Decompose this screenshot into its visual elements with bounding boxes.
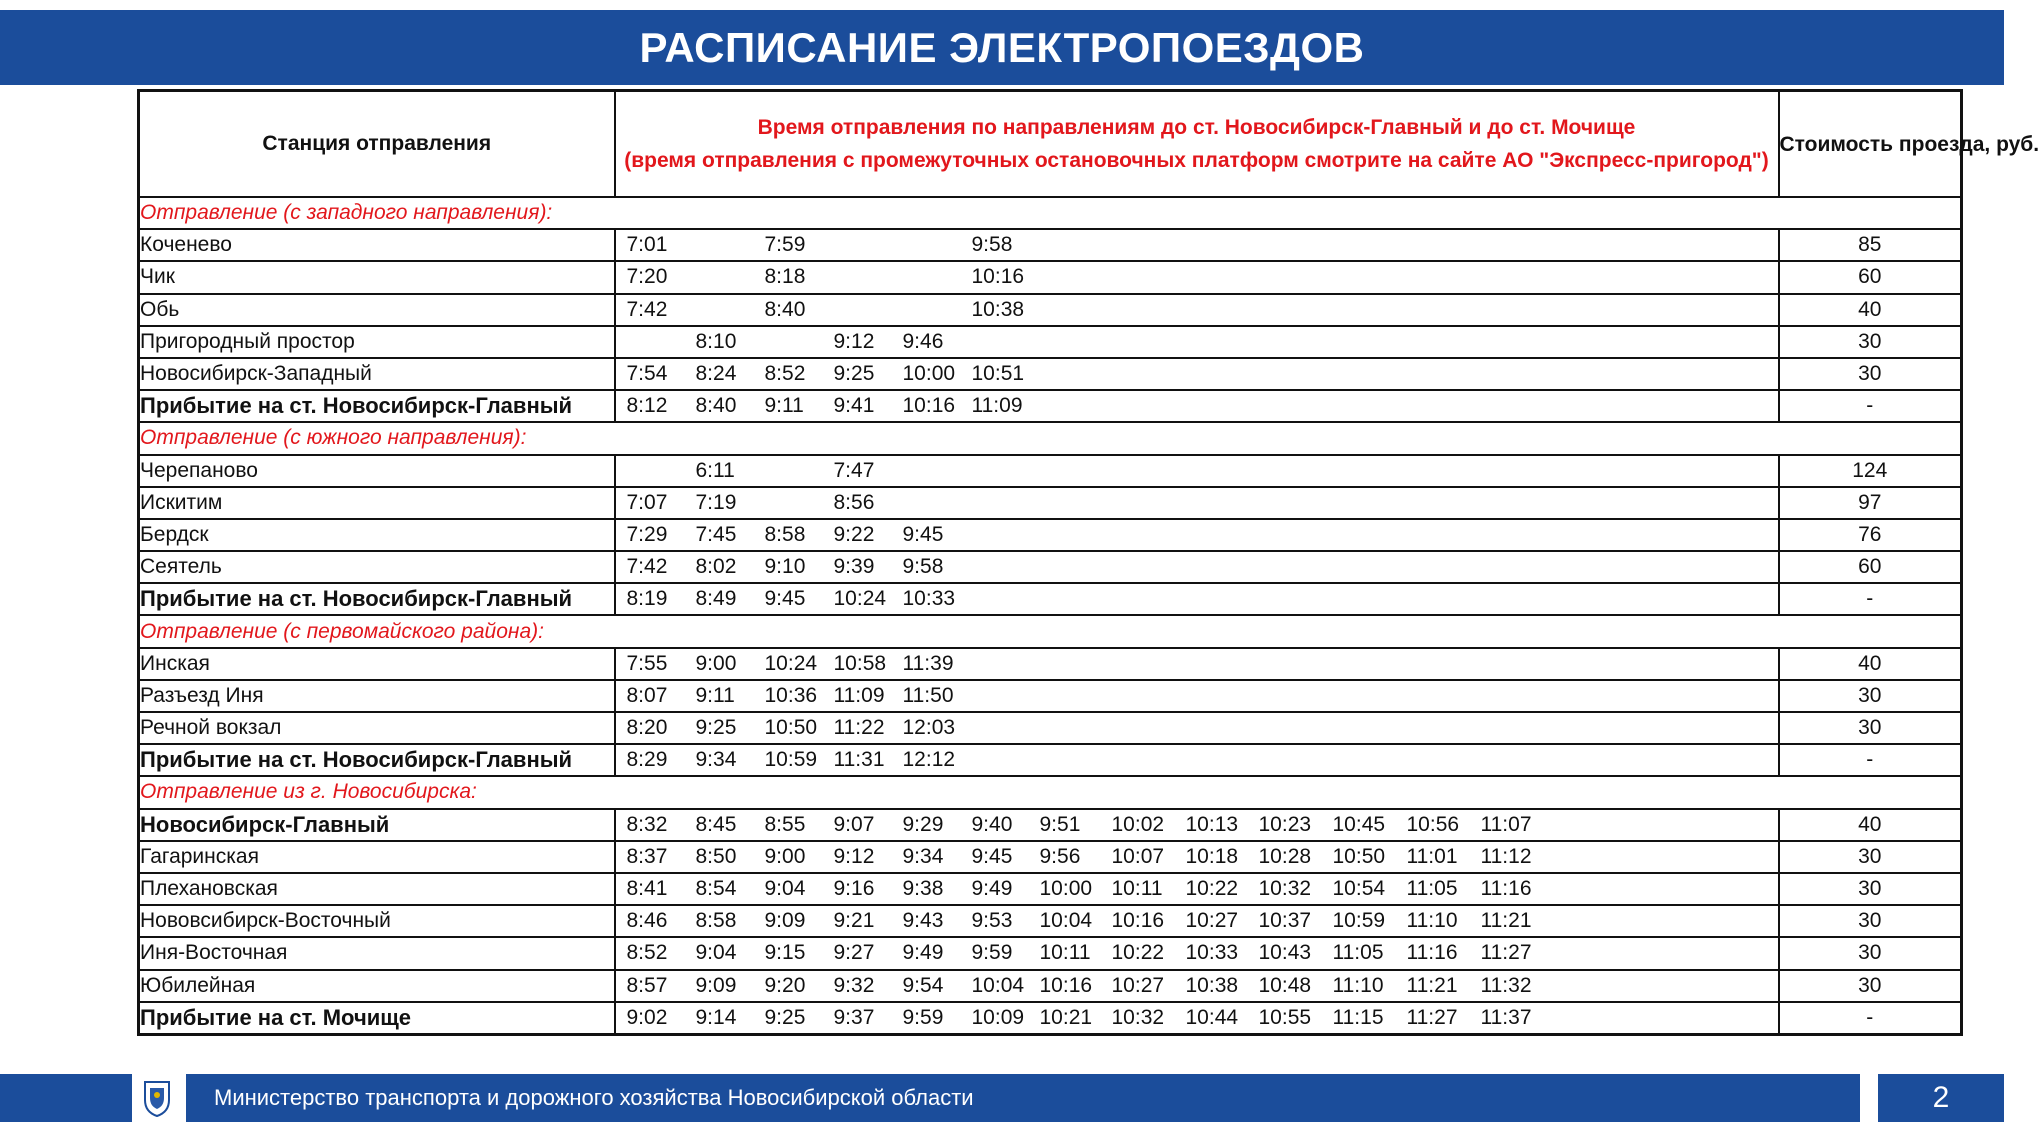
departure-time: 10:59	[764, 748, 818, 772]
station-name: Разъезд Иня	[139, 680, 615, 712]
station-name: Пригородный простор	[139, 326, 615, 358]
departure-times	[615, 680, 1779, 712]
station-name: Иня-Восточная	[139, 937, 615, 969]
header-price: Стоимость проезда, руб.	[1779, 91, 1962, 198]
departure-time: 7:29	[626, 522, 668, 546]
departure-times	[615, 390, 1779, 422]
departure-time: 9:12	[833, 844, 875, 868]
departure-times	[615, 712, 1779, 744]
table-body	[139, 197, 1962, 1034]
table-row	[139, 229, 1962, 261]
departure-time: 8:12	[626, 394, 668, 418]
fare-price: 40	[1779, 809, 1962, 841]
departure-time: 9:15	[764, 941, 806, 965]
departure-time: 9:37	[833, 1005, 875, 1029]
departure-time: 8:52	[626, 941, 668, 965]
departure-time: 10:09	[971, 1005, 1025, 1029]
table-row	[139, 583, 1962, 615]
table-row	[139, 648, 1962, 680]
fare-price: 97	[1779, 487, 1962, 519]
departure-time: 10:59	[1332, 909, 1386, 933]
station-name: Бердск	[139, 519, 615, 551]
departure-time: 10:23	[1258, 812, 1312, 836]
departure-times	[615, 326, 1779, 358]
departure-times	[615, 937, 1779, 969]
departure-time: 9:25	[695, 716, 737, 739]
departure-time: 11:09	[833, 683, 885, 707]
station-name: Новосибирск-Западный	[139, 358, 615, 390]
departure-time: 11:05	[1406, 876, 1458, 900]
departure-time: 11:21	[1406, 973, 1458, 997]
departure-time: 8:57	[626, 973, 668, 997]
departure-time: 10:11	[1039, 941, 1091, 965]
departure-time: 9:49	[971, 876, 1013, 900]
table-row	[139, 970, 1962, 1002]
section-row	[139, 776, 1962, 808]
departure-time: 8:24	[695, 361, 737, 385]
departure-time: 10:21	[1039, 1005, 1093, 1029]
section-row	[139, 422, 1962, 454]
departure-time: 10:50	[764, 716, 818, 739]
table-header-row	[139, 91, 1962, 198]
fare-price: 30	[1779, 937, 1962, 969]
fare-price: 30	[1779, 970, 1962, 1002]
fare-price: -	[1779, 1002, 1962, 1035]
departure-time: 10:50	[1332, 844, 1386, 868]
station-name: Речной вокзал	[139, 712, 615, 744]
departure-time: 11:39	[902, 651, 954, 675]
station-name: Прибытие на ст. Новосибирск-Главный	[139, 744, 615, 776]
departure-time: 11:31	[833, 748, 885, 772]
departure-time: 9:20	[764, 973, 806, 997]
departure-time: 10:24	[764, 651, 818, 675]
page-title: РАСПИСАНИЕ ЭЛЕКТРОПОЕЗДОВ	[0, 10, 2004, 85]
departure-time: 10:11	[1111, 876, 1163, 900]
table-row	[139, 712, 1962, 744]
departure-time: 9:04	[695, 941, 737, 965]
departure-time: 10:44	[1185, 1005, 1239, 1029]
fare-price: 40	[1779, 294, 1962, 326]
table-row	[139, 390, 1962, 422]
header-times-line1: Время отправления по направлениям до ст. Новосибирск-Главный и до ст. Мочище	[757, 116, 1636, 139]
departure-time: 8:02	[695, 555, 737, 579]
departure-time: 10:36	[764, 683, 818, 707]
station-name: Новосибирск-Главный	[139, 809, 615, 841]
fare-price: 40	[1779, 648, 1962, 680]
departure-time: 9:59	[902, 1005, 944, 1029]
station-name: Сеятель	[139, 551, 615, 583]
departure-time: 9:45	[971, 844, 1013, 868]
fare-price: 76	[1779, 519, 1962, 551]
fare-price: -	[1779, 744, 1962, 776]
departure-times	[615, 551, 1779, 583]
departure-time: 11:27	[1406, 1005, 1458, 1029]
departure-time: 8:56	[833, 490, 875, 514]
departure-time: 10:07	[1111, 844, 1165, 868]
departure-time: 11:50	[902, 683, 954, 707]
departure-time: 9:25	[833, 361, 875, 385]
departure-time: 9:32	[833, 973, 875, 997]
departure-time: 10:18	[1185, 844, 1239, 868]
departure-time: 9:56	[1039, 844, 1081, 868]
departure-time: 10:16	[1039, 973, 1093, 997]
departure-time: 9:29	[902, 812, 944, 836]
section-title: Отправление из г. Новосибирска:	[139, 776, 1962, 808]
departure-time: 10:56	[1406, 812, 1460, 836]
departure-times	[615, 809, 1779, 841]
departure-times	[615, 648, 1779, 680]
footer-left-bar	[0, 1074, 132, 1122]
departure-time: 11:01	[1406, 844, 1458, 868]
departure-time: 8:49	[695, 587, 737, 611]
departure-time: 11:16	[1406, 941, 1458, 965]
departure-time: 11:10	[1406, 909, 1458, 933]
departure-times	[615, 519, 1779, 551]
departure-time: 9:58	[971, 233, 1013, 257]
departure-time: 10:00	[902, 361, 956, 385]
departure-times	[615, 261, 1779, 293]
departure-time: 7:19	[695, 490, 737, 514]
departure-times	[615, 455, 1779, 487]
schedule-table	[137, 89, 2039, 1036]
station-name: Чик	[139, 261, 615, 293]
departure-time: 8:37	[626, 844, 668, 868]
departure-time: 9:38	[902, 876, 944, 900]
departure-times	[615, 358, 1779, 390]
departure-time: 7:20	[626, 265, 668, 289]
departure-time: 9:02	[626, 1005, 668, 1029]
departure-time: 10:37	[1258, 909, 1312, 933]
departure-time: 8:52	[764, 361, 806, 385]
departure-time: 9:45	[764, 587, 806, 611]
departure-time: 9:09	[695, 973, 737, 997]
station-name: Обь	[139, 294, 615, 326]
departure-time: 9:53	[971, 909, 1013, 933]
departure-times	[615, 744, 1779, 776]
departure-times	[615, 841, 1779, 873]
departure-time: 12:12	[902, 748, 956, 772]
section-title: Отправление (с западного направления):	[139, 197, 1962, 229]
departure-time: 10:58	[833, 651, 887, 675]
fare-price: 60	[1779, 261, 1962, 293]
departure-time: 9:43	[902, 909, 944, 933]
departure-time: 9:40	[971, 812, 1013, 836]
departure-time: 10:51	[971, 361, 1025, 385]
table-row	[139, 294, 1962, 326]
departure-time: 9:09	[764, 909, 806, 933]
page-number: 2	[1878, 1074, 2004, 1122]
table-row	[139, 905, 1962, 937]
departure-time: 9:27	[833, 941, 875, 965]
departure-times	[615, 970, 1779, 1002]
station-name: Юбилейная	[139, 970, 615, 1002]
departure-time: 10:16	[1111, 909, 1165, 933]
section-title: Отправление (с первомайского района):	[139, 615, 1962, 647]
departure-time: 8:29	[626, 748, 668, 772]
station-name: Прибытие на ст. Новосибирск-Главный	[139, 390, 615, 422]
table-row	[139, 551, 1962, 583]
departure-time: 9:54	[902, 973, 944, 997]
departure-time: 9:07	[833, 812, 875, 836]
departure-time: 6:11	[695, 458, 735, 482]
station-name: Черепаново	[139, 455, 615, 487]
departure-time: 9:25	[764, 1005, 806, 1029]
departure-time: 10:38	[1185, 973, 1239, 997]
departure-time: 7:42	[626, 555, 668, 579]
departure-time: 8:58	[695, 909, 737, 933]
departure-time: 11:37	[1480, 1005, 1532, 1029]
departure-time: 9:00	[695, 651, 737, 675]
departure-time: 8:18	[764, 265, 806, 289]
departure-time: 10:27	[1111, 973, 1165, 997]
section-title: Отправление (с южного направления):	[139, 422, 1962, 454]
departure-time: 10:55	[1258, 1005, 1312, 1029]
departure-times	[615, 229, 1779, 261]
station-name: Плехановская	[139, 873, 615, 905]
departure-time: 8:20	[626, 716, 668, 739]
departure-time: 12:03	[902, 716, 956, 739]
departure-time: 9:04	[764, 876, 806, 900]
departure-time: 8:46	[626, 909, 668, 933]
departure-time: 10:33	[1185, 941, 1239, 965]
departure-time: 8:55	[764, 812, 806, 836]
departure-time: 10:45	[1332, 812, 1386, 836]
departure-time: 9:10	[764, 555, 806, 579]
table-row	[139, 873, 1962, 905]
station-name: Искитим	[139, 487, 615, 519]
header-times-line2: (время отправления с промежуточных остановочных платформ смотрите на сайте АО "Экспресс-пригород")	[624, 149, 1769, 172]
fare-price: -	[1779, 390, 1962, 422]
fare-price: 30	[1779, 905, 1962, 937]
departure-time: 10:27	[1185, 909, 1239, 933]
station-name: Инская	[139, 648, 615, 680]
departure-time: 8:32	[626, 812, 668, 836]
departure-times	[615, 294, 1779, 326]
departure-time: 8:40	[764, 297, 806, 321]
departure-time: 9:34	[695, 748, 737, 772]
departure-time: 9:58	[902, 555, 944, 579]
departure-time: 9:34	[902, 844, 944, 868]
table-row	[139, 744, 1962, 776]
departure-time: 7:55	[626, 651, 668, 675]
departure-time: 10:16	[971, 265, 1025, 289]
table-row	[139, 1002, 1962, 1035]
departure-time: 10:22	[1185, 876, 1239, 900]
departure-time: 9:11	[764, 394, 804, 418]
departure-times	[615, 1002, 1779, 1035]
departure-time: 10:48	[1258, 973, 1312, 997]
departure-time: 9:45	[902, 522, 944, 546]
departure-time: 11:32	[1480, 973, 1532, 997]
departure-time: 7:59	[764, 233, 806, 257]
departure-time: 8:50	[695, 844, 737, 868]
departure-time: 7:54	[626, 361, 668, 385]
departure-time: 11:15	[1332, 1005, 1384, 1029]
departure-time: 7:47	[833, 458, 875, 482]
departure-time: 10:33	[902, 587, 956, 611]
departure-times	[615, 905, 1779, 937]
departure-time: 11:16	[1480, 876, 1532, 900]
fare-price: 30	[1779, 873, 1962, 905]
departure-time: 10:24	[833, 587, 887, 611]
departure-time: 8:40	[695, 394, 737, 418]
table-row	[139, 680, 1962, 712]
departure-time: 10:28	[1258, 844, 1312, 868]
emblem-icon	[136, 1074, 178, 1122]
departure-time: 9:12	[833, 329, 875, 353]
fare-price: 30	[1779, 326, 1962, 358]
fare-price: 30	[1779, 358, 1962, 390]
departure-time: 9:22	[833, 522, 875, 546]
departure-time: 11:05	[1332, 941, 1384, 965]
departure-time: 10:38	[971, 297, 1025, 321]
departure-time: 10:54	[1332, 876, 1386, 900]
header-station: Станция отправления	[139, 91, 615, 198]
departure-time: 9:41	[833, 394, 875, 418]
departure-time: 11:12	[1480, 844, 1532, 868]
departure-time: 11:27	[1480, 941, 1532, 965]
station-name: Нововсибирск-Восточный	[139, 905, 615, 937]
departure-time: 8:19	[626, 587, 668, 611]
departure-time: 7:45	[695, 522, 737, 546]
header-times	[615, 91, 1779, 198]
departure-time: 9:00	[764, 844, 806, 868]
station-name: Коченево	[139, 229, 615, 261]
departure-time: 7:42	[626, 297, 668, 321]
table-row	[139, 519, 1962, 551]
section-row	[139, 615, 1962, 647]
section-row	[139, 197, 1962, 229]
departure-time: 10:13	[1185, 812, 1239, 836]
departure-time: 11:22	[833, 716, 885, 739]
departure-time: 8:41	[626, 876, 668, 900]
departure-time: 10:04	[971, 973, 1025, 997]
departure-time: 9:39	[833, 555, 875, 579]
departure-time: 10:32	[1111, 1005, 1165, 1029]
departure-time: 9:16	[833, 876, 875, 900]
departure-time: 8:54	[695, 876, 737, 900]
departure-time: 11:09	[971, 394, 1023, 418]
departure-time: 9:51	[1039, 812, 1081, 836]
departure-time: 9:11	[695, 683, 735, 707]
fare-price: 124	[1779, 455, 1962, 487]
departure-time: 10:02	[1111, 812, 1165, 836]
departure-time: 9:14	[695, 1005, 737, 1029]
departure-time: 10:04	[1039, 909, 1093, 933]
departure-time: 11:10	[1332, 973, 1384, 997]
departure-time: 10:22	[1111, 941, 1165, 965]
departure-time: 10:16	[902, 394, 956, 418]
departure-times	[615, 873, 1779, 905]
departure-time: 10:00	[1039, 876, 1093, 900]
departure-time: 9:46	[902, 329, 944, 353]
departure-time: 8:10	[695, 329, 737, 353]
table-row	[139, 841, 1962, 873]
departure-time: 11:21	[1480, 909, 1532, 933]
footer-ministry: Министерство транспорта и дорожного хозяйства Новосибирской области	[186, 1074, 1860, 1122]
schedule-table-container	[137, 89, 2039, 1065]
station-name: Прибытие на ст. Мочище	[139, 1002, 615, 1035]
departure-time: 8:07	[626, 683, 668, 707]
departure-time: 7:07	[626, 490, 668, 514]
departure-time: 7:01	[626, 233, 668, 257]
station-name: Гагаринская	[139, 841, 615, 873]
table-row	[139, 326, 1962, 358]
departure-time: 9:21	[833, 909, 875, 933]
departure-times	[615, 583, 1779, 615]
departure-time: 9:59	[971, 941, 1013, 965]
fare-price: 60	[1779, 551, 1962, 583]
table-row	[139, 455, 1962, 487]
table-row	[139, 261, 1962, 293]
table-row	[139, 937, 1962, 969]
departure-time: 8:58	[764, 522, 806, 546]
fare-price: 30	[1779, 841, 1962, 873]
departure-time: 10:43	[1258, 941, 1312, 965]
fare-price: 30	[1779, 712, 1962, 744]
departure-times	[615, 487, 1779, 519]
station-name: Прибытие на ст. Новосибирск-Главный	[139, 583, 615, 615]
departure-time: 9:49	[902, 941, 944, 965]
table-row	[139, 809, 1962, 841]
fare-price: -	[1779, 583, 1962, 615]
departure-time: 11:07	[1480, 812, 1532, 836]
fare-price: 85	[1779, 229, 1962, 261]
fare-price: 30	[1779, 680, 1962, 712]
departure-time: 8:45	[695, 812, 737, 836]
table-row	[139, 358, 1962, 390]
table-row	[139, 487, 1962, 519]
departure-time: 10:32	[1258, 876, 1312, 900]
